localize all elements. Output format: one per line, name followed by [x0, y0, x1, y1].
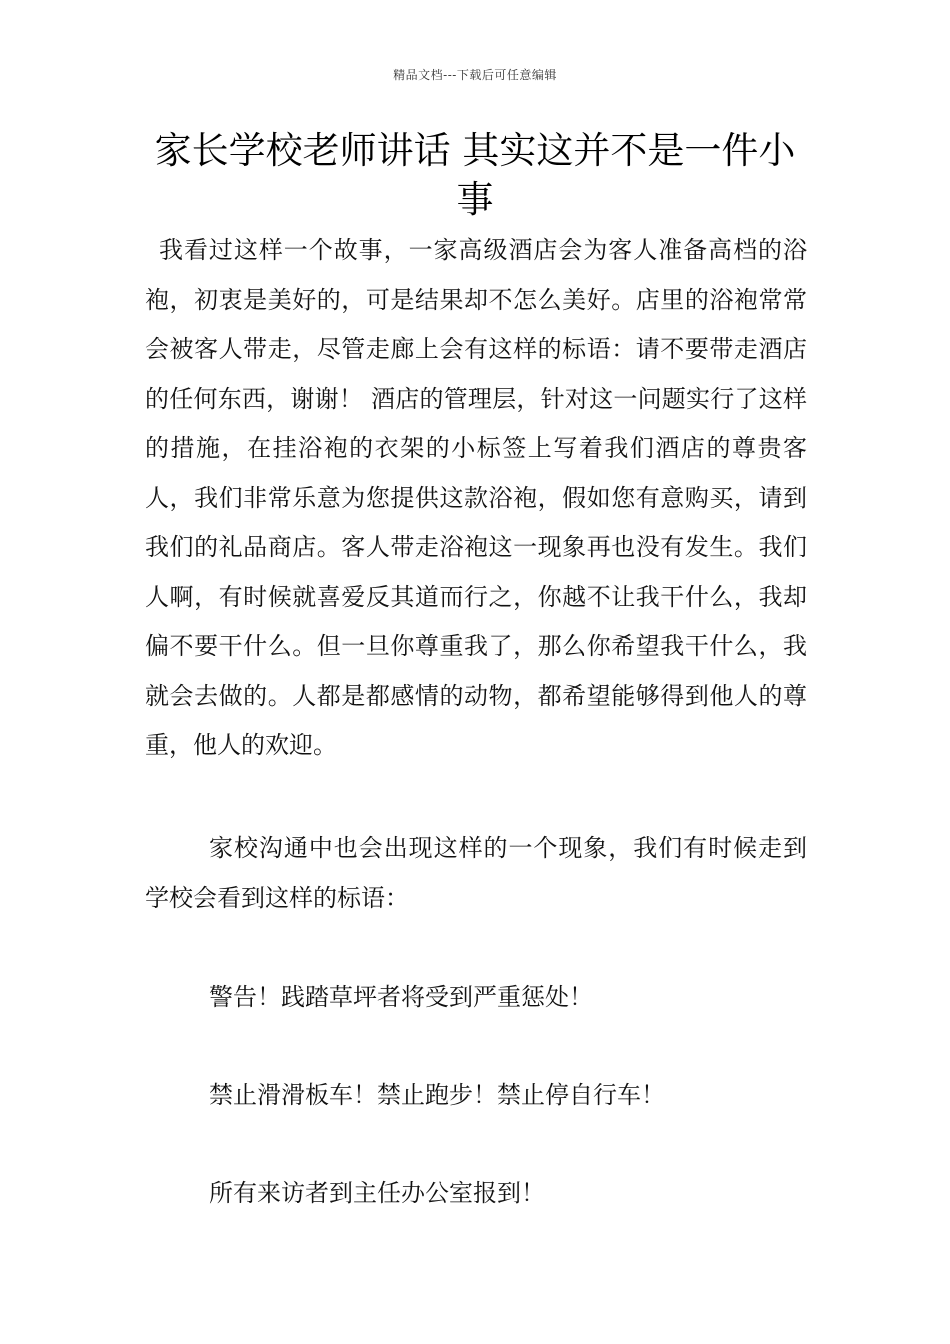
page-header-watermark: 精品文档---下载后可任意编辑	[393, 68, 557, 82]
notice-warning-lawn: 警告！践踏草坪者将受到严重惩处！	[209, 983, 593, 1011]
document-title: 家长学校老师讲话 其实这并不是一件小事	[154, 129, 796, 221]
notice-prohibitions: 禁止滑滑板车！禁止跑步！禁止停自行车！	[209, 1081, 665, 1109]
notice-visitors: 所有来访者到主任办公室报到！	[209, 1179, 545, 1207]
body-paragraph-story: 我看过这样一个故事，一家高级酒店会为客人准备高档的浴袍，初衷是美好的，可是结果却不怎么美好。店里的浴袍常常会被客人带走，尽管走廊上会有这样的标语：请不要带走酒店的任何东西，谢谢！ 酒店的管理层，针对这一问题实行了这样的措施，在挂浴袍的衣架的小标签上写着我们酒店的尊贵客人，我们非常乐意为您提供这款浴袍，假如您有意购买，请到我们的礼品商店。客人带走浴袍这一现象再也没有发生。我们人啊，有时候就喜爱反其道而行之，你越不让我干什么，我却偏不要干什么。但一旦你尊重我了，那么你希望我干什么，我就会去做的。人都是都感情的动物，都希望能够得到他人的尊重，他人的欢迎。	[145, 236, 807, 759]
body-paragraph-school: 家校沟通中也会出现这样的一个现象，我们有时候走到学校会看到这样的标语：	[145, 834, 807, 912]
